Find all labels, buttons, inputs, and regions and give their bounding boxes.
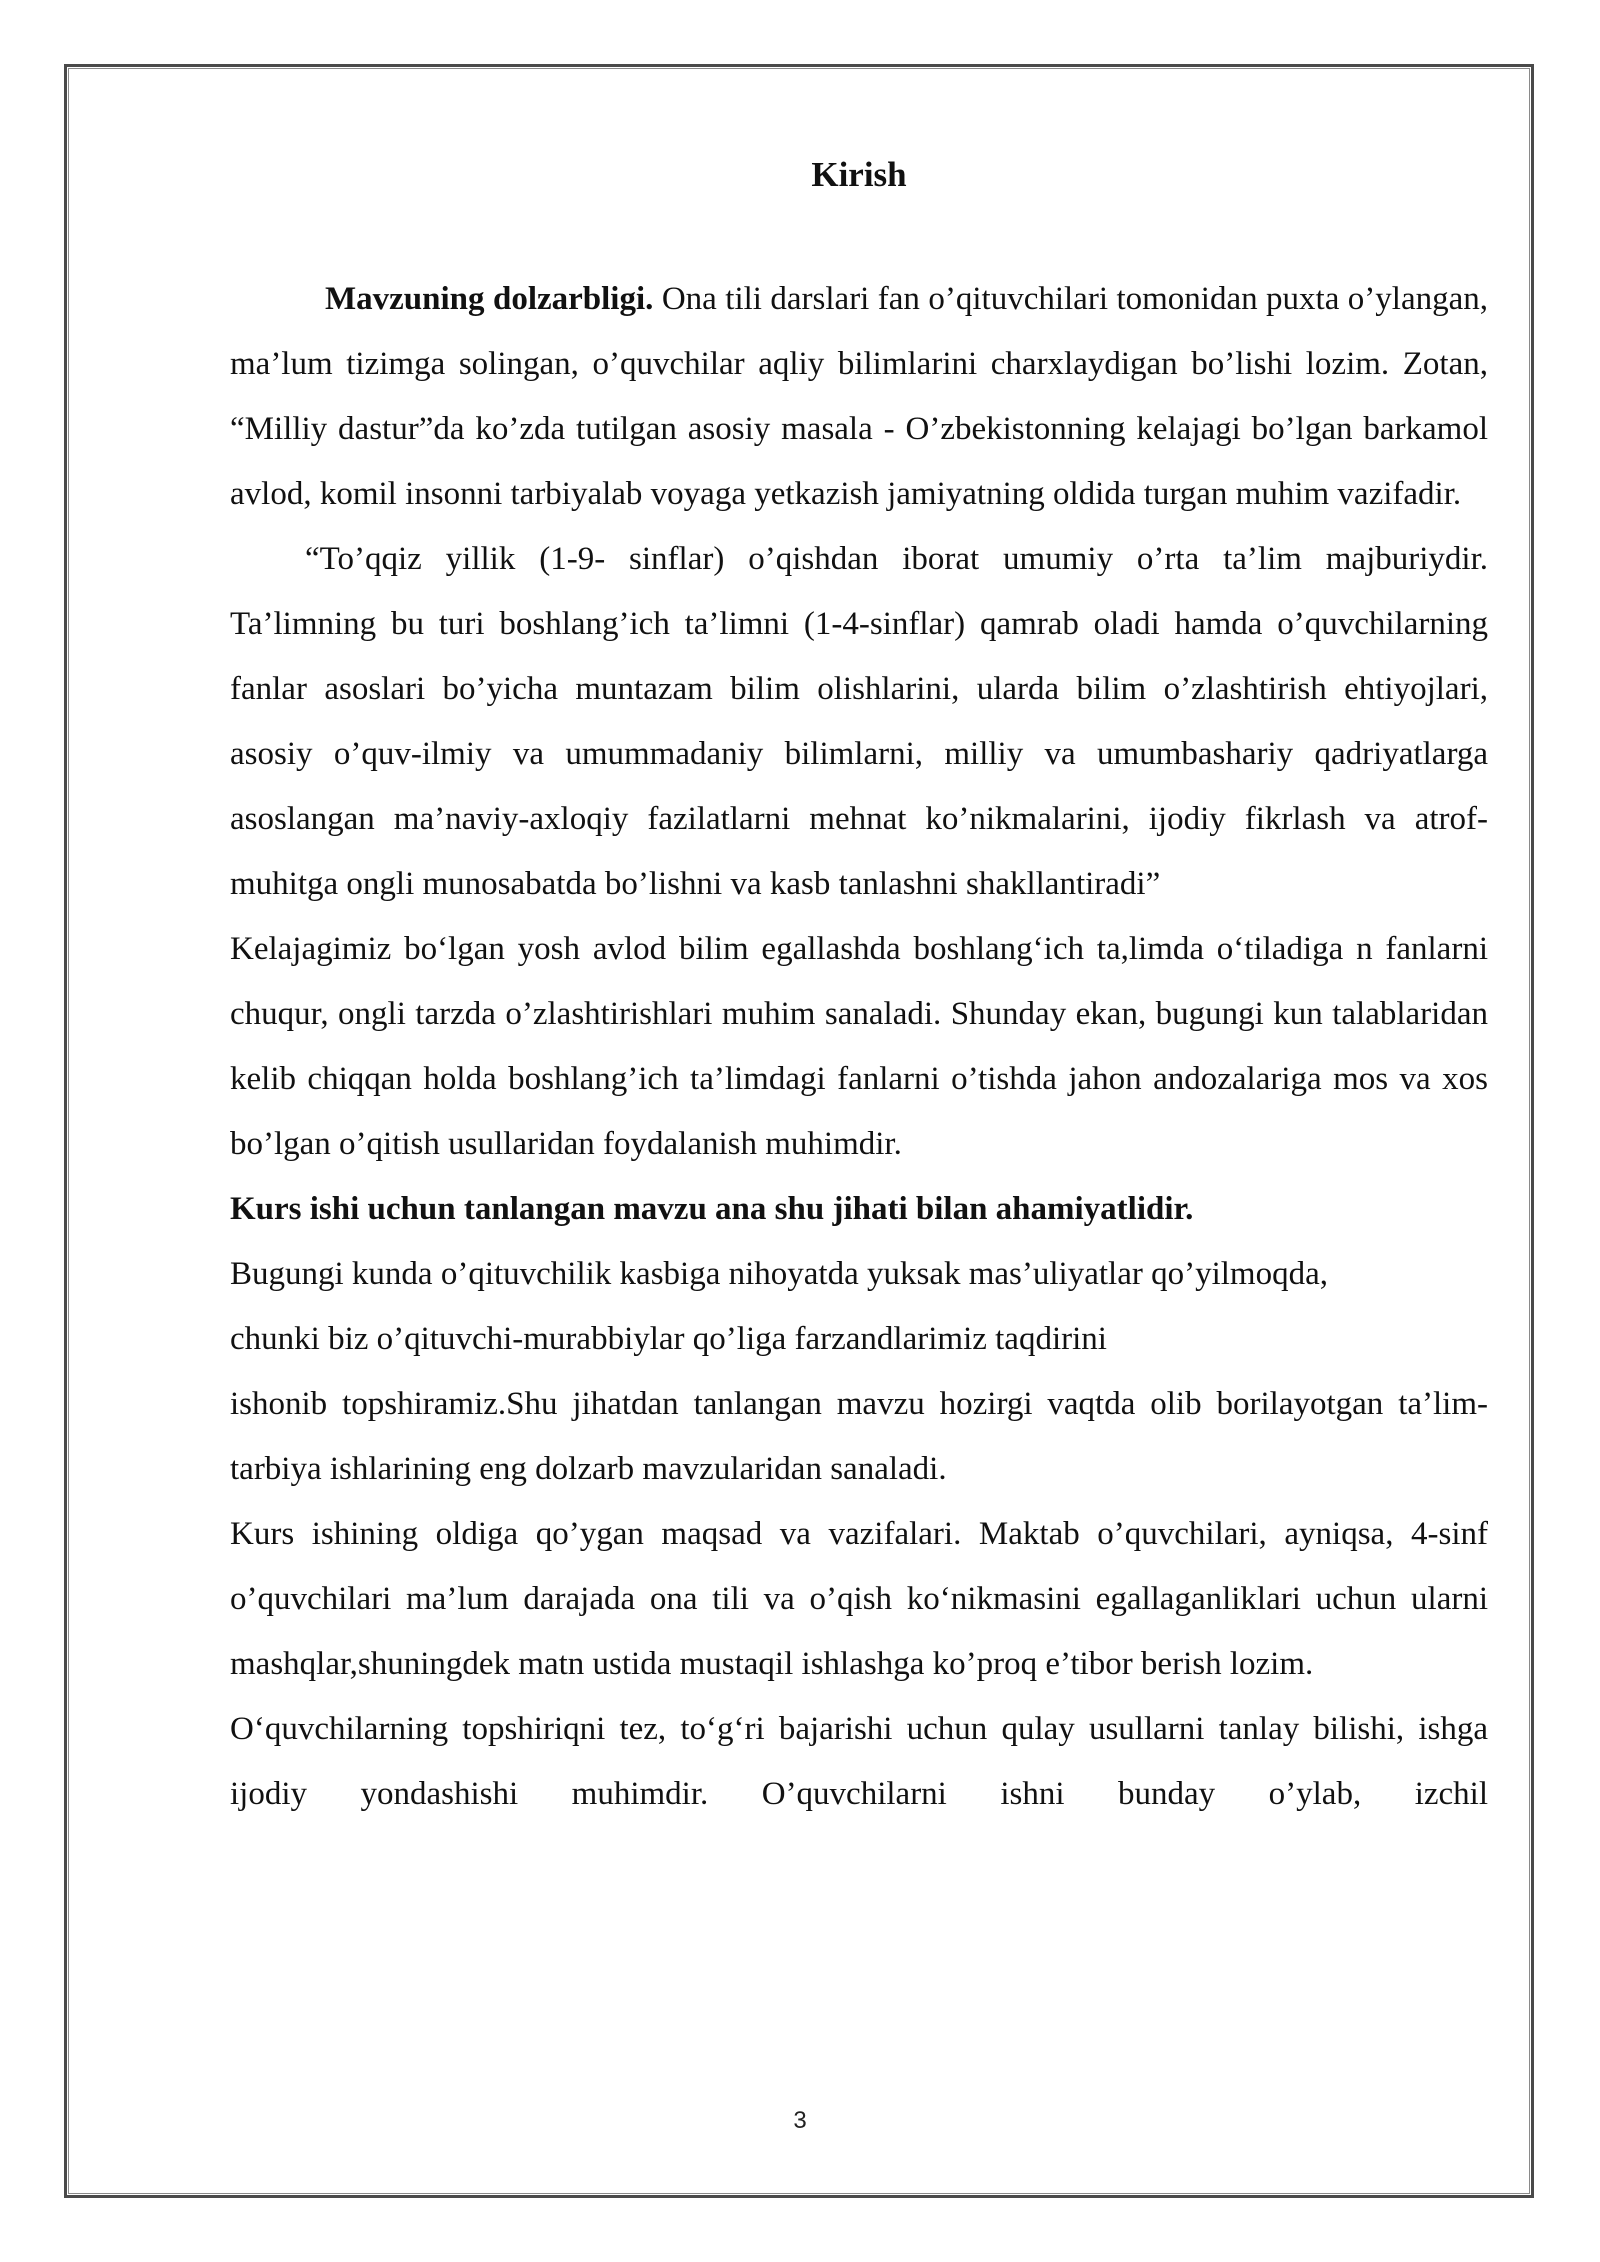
- document-body: [230, 145, 1488, 1827]
- page-title: Kirish: [811, 155, 907, 194]
- paragraph-lead-heading: Mavzuning dolzarbligi.: [325, 281, 654, 317]
- paragraph-text: Ona tili darslari fan o’qituvchilari tomonidan puxta o’ylangan, ma’lum tizimga solingan, o’quvchilar aqliy bilimlarini charxlaydigan bo’lishi lozim. Zotan, “Milliy dastur”da ko’zda tutilgan asosiy masala - O’zbekistonning kelajagi bo’lgan barkamol avlod, komil insonni tarbiyalab voyaga yetkazish jamiyatning oldida turgan muhim vazifadir.: [230, 281, 1489, 512]
- paragraph-teaching-rest: ishonib topshiramiz.Shu jihatdan tanlangan mavzu hozirgi vaqtda olib borilayotgan ta’lim-tarbiya ishlarining eng dolzarb mavzularidan sanaladi.: [230, 1386, 1488, 1487]
- paragraph-quote: “To’qqiz yillik (1-9- sinflar) o’qishdan iborat umumiy o’rta ta’lim majburiydir. Ta’limning bu turi boshlang’ich ta’limni (1-4-sinflar) qamrab oladi hamda o’quvchilarning fanlar asoslari bo’yicha muntazam bilim olishlarini, ularda bilim o’zlashtirish ehtiyojlari, asosiy o’quv-ilmiy va umummadaniy bilimlarni, milliy va umumbashariy qadriyatlarga asoslangan ma’naviy-axloqiy fazilatlarni mehnat ko’nikmalarini, ijodiy fikrlash va atrof-muhitga ongli munosabatda bo’lishni va kasb tanlashni shakllantiradi”: [230, 541, 1488, 902]
- paragraph-students: O‘quvchilarning topshiriqni tez, to‘g‘ri bajarishi uchun qulay usullarni tanlay bilishi, ishga ijodiy yondashishi muhimdir. O’quvchilarni ishni bunday o’ylab, izchil: [230, 1711, 1488, 1812]
- paragraph-relevance: [230, 267, 1488, 527]
- paragraph-future-generation: Kelajagimiz bo‘lgan yosh avlod bilim egallashda boshlang‘ich ta,limda o‘tiladiga n fanlarni chuqur, ongli tarzda o’zlashtirishlari muhim sanaladi. Shunday ekan, bugungi kun talablaridan kelib chiqqan holda boshlang’ich ta’limdagi fanlarni o’tishda jahon andozalariga mos va xos bo’lgan o’qitish usullaridan foydalanish muhimdir.: [230, 931, 1488, 1162]
- paragraph-goals: Kurs ishining oldiga qo’ygan maqsad va vazifalari. Maktab o’quvchilari, ayniqsa, 4-sinf o’quvchilari ma’lum darajada ona tili va o’qish ko‘nikmasini egallaganliklari uchun ularni mashqlar,shuningdek matn ustida mustaqil ishlashga ko’proq e’tibor berish lozim.: [230, 1516, 1488, 1682]
- paragraph-teaching-line-1: Bugungi kunda o’qituvchilik kasbiga nihoyatda yuksak mas’uliyatlar qo’yilmoqda,: [230, 1256, 1328, 1292]
- paragraph-teaching-line-2: chunki biz o’qituvchi-murabbiylar qo’liga farzandlarimiz taqdirini: [230, 1321, 1107, 1357]
- page-number: 3: [793, 2107, 807, 2134]
- paragraph-bold-statement: Kurs ishi uchun tanlangan mavzu ana shu jihati bilan ahamiyatlidir.: [230, 1191, 1194, 1227]
